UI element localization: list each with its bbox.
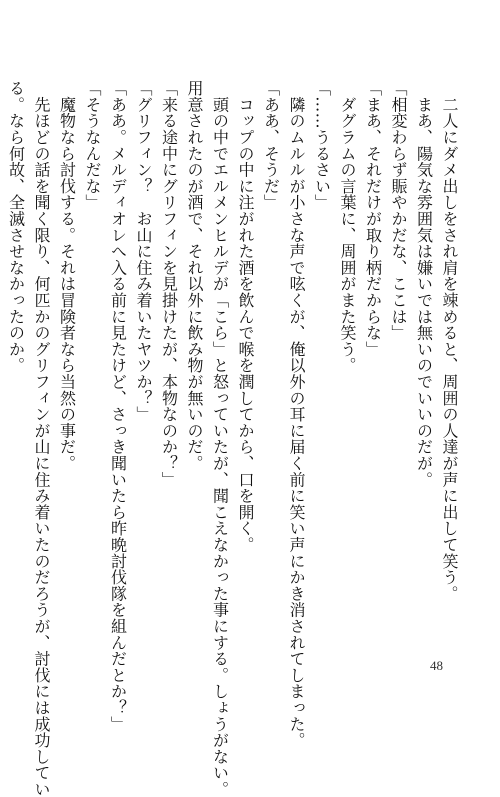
text-line: 「……うるさい」 — [312, 80, 332, 211]
text-line: 魔物なら討伐する。それは冒険者なら当然の事だ。 — [57, 80, 77, 472]
text-line: コップの中に注がれた酒を飲んで喉を潤してから、口を開く。 — [236, 80, 255, 553]
text-line: 「相変わらず賑やかだな、ここは」 — [389, 80, 408, 341]
text-line: 「そうなんだな」 — [83, 80, 102, 211]
text-line: ダグラムの言葉に、周囲がまた笑う。 — [338, 80, 357, 374]
text-line: まあ、陽気な雰囲気は嫌いでは無いのでいいのだが。 — [414, 80, 434, 488]
text-line: る。なら何故、全滅させなかったのか。 — [6, 80, 26, 374]
text-line: 「来る途中にグリフィンを見掛けたが、本物なのか？」 — [159, 80, 179, 488]
text-line: 用意されたのが酒で、それ以外に飲み物が無いのだ。 — [185, 80, 204, 472]
text-line: 「グリフィン？ お山に住み着いたヤツか？」 — [134, 80, 153, 423]
text-line: 隣のムルルが小さな声で呟くが、俺以外の耳に届く前に笑い声にかき消されてしまった。 — [287, 80, 306, 749]
text-line: 先ほどの話を聞く限り、何匹かのグリフィンが山に住み着いたのだろうが、討伐には成功してい — [32, 80, 51, 797]
text-line: 二人にダメ出しをされ肩を竦めると、周囲の人達が声に出して笑う。 — [440, 80, 459, 602]
text-line: 「ああ。メルディオレへ入る前に見たけど、さっき聞いたら昨晩討伐隊を組んだとか？」 — [108, 80, 128, 732]
text-line: 「ああ、そうだ」 — [261, 80, 281, 211]
text-line: 頭の中でエルメンヒルデが「こら」と怒っていたが、聞こえなかった事にする。しょうがない。 — [210, 80, 230, 797]
text-line: 「まあ、それだけが取り柄だからな」 — [363, 80, 383, 358]
page-number: 48 — [430, 658, 443, 673]
